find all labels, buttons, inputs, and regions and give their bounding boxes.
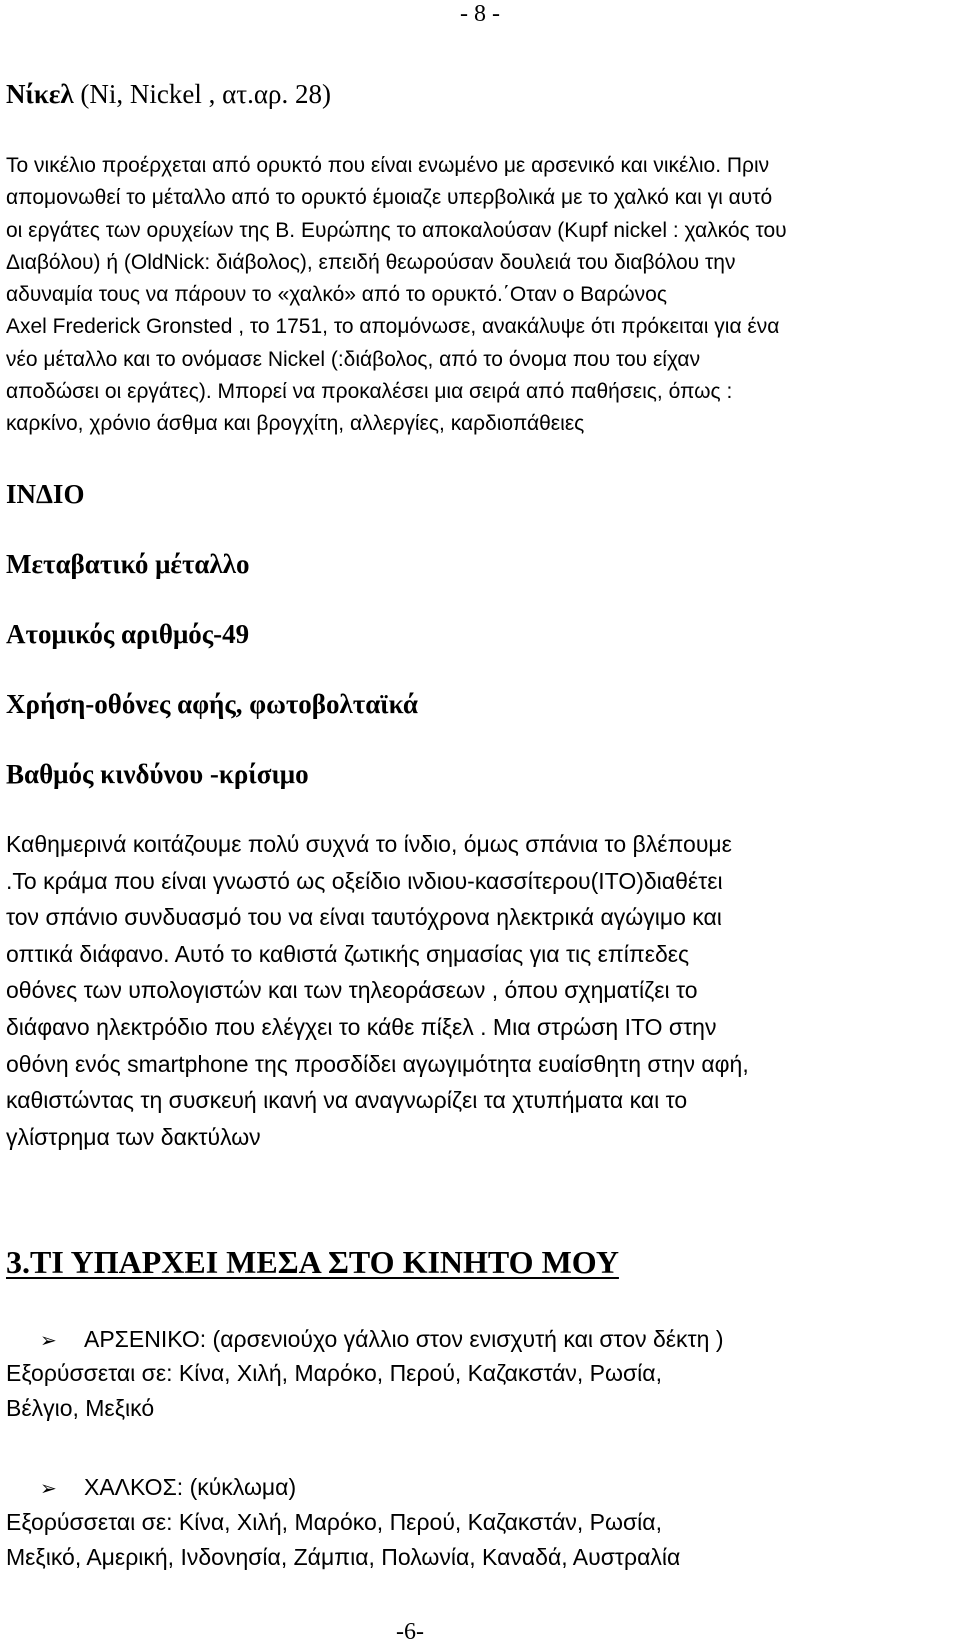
indium-line: γλίστρημα των δακτύλων <box>6 1123 261 1150</box>
nickel-line: απομονωθεί το μέταλλο από το ορυκτό έμοιαζε υπερβολικά με το χαλκό και γι αυτό <box>6 186 773 210</box>
mining-countries-line: Εξορύσσεται σε: Κίνα, Χιλή, Μαρόκο, Περού, Καζακστάν, Ρωσία, <box>6 1509 662 1535</box>
indium-line: καθιστώντας τη συσκευή ικανή να αναγνωρίζει τα χτυπήματα και το <box>6 1087 688 1114</box>
indium-title: ΙΝΔΙΟ <box>6 479 85 509</box>
indium-danger: Βαθμός κινδύνου -κρίσιμο <box>6 759 309 789</box>
page-number-bottom: -6- <box>396 1619 424 1645</box>
nickel-line: αδυναμία τους να πάρουν το «χαλκό» από το ορυκτό.΄Οταν ο Βαρώνος <box>6 283 667 307</box>
mining-countries-line: Μεξικό, Αμερική, Ινδονησία, Ζάμπια, Πολωνία, Καναδά, Αυστραλία <box>6 1544 681 1570</box>
nickel-line: Διαβόλου) ή (OldNick: διάβολος), επειδή θεωρούσαν δουλειά του διαβόλου την <box>6 250 736 274</box>
arrow-bullet-icon: ➢ <box>40 1478 57 1500</box>
indium-line: διάφανο ηλεκτρόδιο που ελέγχει το κάθε πίξελ . Μια στρώση ITO στην <box>6 1013 717 1040</box>
indium-usage: Χρήση-οθόνες αφής, φωτοβολταϊκά <box>6 689 418 719</box>
indium-line: .Το κράμα που είναι γνωστό ως οξείδιο ινδιου-κασσίτερου(ΙΤΟ)διαθέτει <box>6 867 723 894</box>
bullet-item-copper <box>40 1470 296 1506</box>
indium-atomic-number: Ατομικός αριθμός-49 <box>6 619 250 649</box>
bullet-text: ΑΡΣΕΝΙΚΟ: (αρσενιούχο γάλλιο στον ενισχυτή και στον δέκτη ) <box>84 1326 724 1352</box>
indium-line: οθόνη ενός smartphone της προσδίδει αγωγιμότητα ευαίσθητη στην αφή, <box>6 1050 749 1077</box>
indium-line: οθόνες των υπολογιστών και των τηλεοράσεων , όπου σχηματίζει το <box>6 977 698 1004</box>
arrow-bullet-icon: ➢ <box>40 1330 57 1352</box>
nickel-heading-bold: Νίκελ <box>6 79 74 109</box>
nickel-line: καρκίνο, χρόνιο άσθμα και βρογχίτη, αλλεργίες, καρδιοπάθειες <box>6 412 585 436</box>
section-3-title: 3.ΤΙ ΥΠΑΡΧΕΙ ΜΕΣΑ ΣΤΟ ΚΙΝΗΤΟ ΜΟΥ <box>6 1244 619 1280</box>
nickel-heading <box>6 78 331 110</box>
indium-line: οπτικά διάφανο. Αυτό το καθιστά ζωτικής σημασίας για τις επίπεδες <box>6 940 690 967</box>
nickel-line: νέο μέταλλο και το ονόμασε Nickel (:διάβολος, από το όνομα που του είχαν <box>6 347 701 371</box>
indium-line: Καθημερινά κοιτάζουμε πολύ συχνά το ίνδιο, όμως σπάνια το βλέπουμε <box>6 831 732 857</box>
nickel-heading-rest: (Ni, Nickel , ατ.αρ. 28) <box>73 79 331 109</box>
page-number-top: - 8 - <box>460 1 500 27</box>
mining-countries-line: Εξορύσσεται σε: Κίνα, Χιλή, Μαρόκο, Περού, Καζακστάν, Ρωσία, <box>6 1360 662 1386</box>
nickel-line: Axel Frederick Gronsted , το 1751, το απομόνωσε, ανακάλυψε ότι πρόκειται για ένα <box>6 315 780 339</box>
nickel-line: οι εργάτες των ορυχείων της Β. Ευρώπης το αποκαλούσαν (Kupf nickel : χαλκός του <box>6 218 787 242</box>
indium-line: τον σπάνιο συνδυασμό του να είναι ταυτόχρονα ηλεκτρικά αγώγιμο και <box>6 904 722 931</box>
indium-type: Μεταβατικό μέταλλο <box>6 549 250 579</box>
nickel-line: αποδώσει οι εργάτες). Μπορεί να προκαλέσει μια σειρά από παθήσεις, όπως : <box>6 380 733 404</box>
bullet-item-arsenic <box>40 1322 724 1358</box>
bullet-text: ΧΑΛΚΟΣ: (κύκλωμα) <box>84 1474 297 1500</box>
indium-paragraph <box>6 826 956 1155</box>
nickel-line: Το νικέλιο προέρχεται από ορυκτό που είναι ενωμένο με αρσενικό και νικέλιο. Πριν <box>6 154 770 177</box>
nickel-paragraph <box>6 150 954 441</box>
mining-countries-line: Βέλγιο, Μεξικό <box>6 1395 155 1421</box>
